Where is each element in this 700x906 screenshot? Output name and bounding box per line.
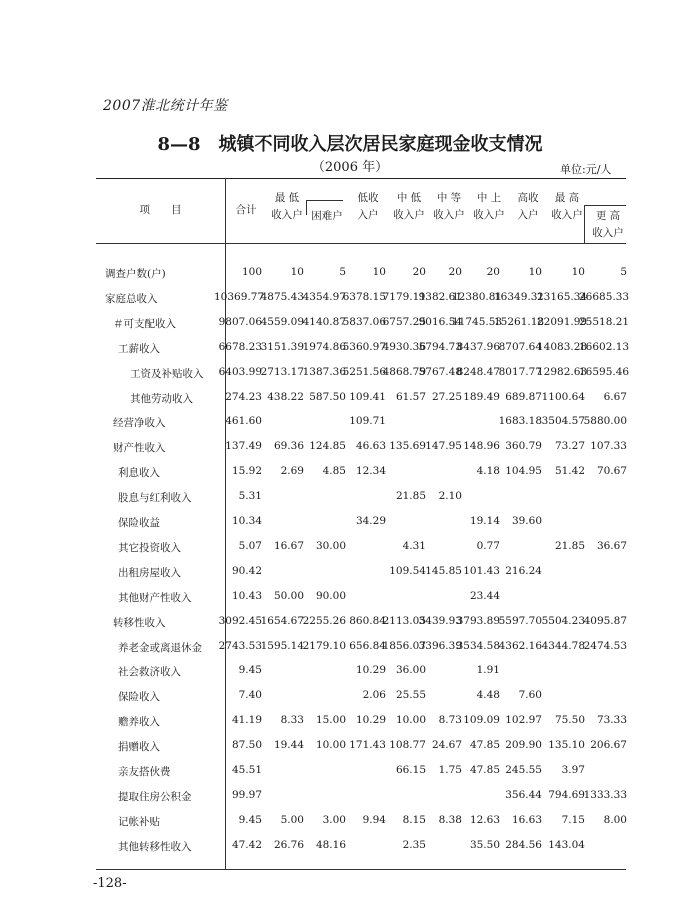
header-lower-middle: 中 低 收入户 (393, 192, 425, 221)
row-label: 股息与红利收入 (118, 492, 192, 505)
table-cell: 5880.00 (583, 415, 627, 428)
header-low: 低收 入户 (357, 192, 379, 221)
table-cell: 109.54 (389, 564, 426, 577)
row-label: 利息收入 (118, 467, 160, 480)
table-cell: 5504.23 (541, 614, 585, 627)
row-label: 工资及补贴收入 (130, 367, 204, 380)
table-cell: 1.91 (476, 664, 500, 677)
table-cell: 3092.45 (218, 614, 262, 627)
table-cell: 14083.28 (537, 340, 588, 353)
table-cell: 12982.63 (537, 365, 588, 378)
row-label: 其他财产性收入 (118, 591, 192, 604)
row-label: 记帐补贴 (118, 815, 160, 828)
page-number: -128- (93, 876, 127, 891)
table-cell: 1333.33 (583, 788, 627, 801)
page-bottom-rule (96, 869, 626, 870)
table-cell: 9016.54 (418, 315, 462, 328)
row-label: 亲友搭伙费 (118, 766, 171, 778)
table-cell: 4362.16 (498, 639, 542, 652)
table-cell: 10.00 (395, 714, 426, 727)
table-cell: 10 (372, 266, 386, 278)
table-cell: 8.00 (603, 813, 627, 826)
table-cell: 12.34 (355, 465, 386, 478)
table-cell: 4868.79 (382, 365, 426, 378)
table-cell: 137.49 (225, 440, 262, 453)
table-cell: 108.77 (389, 739, 426, 752)
table-cell: 109.41 (349, 390, 386, 403)
table-cell: 4875.43 (260, 290, 304, 303)
table-cell: 19.14 (469, 515, 500, 527)
table-cell: 4.48 (476, 689, 500, 702)
table-cell: 2.35 (402, 838, 426, 851)
table-cell: 22091.99 (537, 315, 588, 328)
table-cell: 10 (290, 266, 304, 278)
row-label: 转移性收入 (113, 616, 166, 629)
row-label: 其它投资收入 (118, 541, 181, 554)
table-cell: 8248.47 (456, 365, 500, 378)
table-cell: 2.10 (438, 490, 462, 503)
table-title: 城镇不同收入层次居民家庭现金收支情况 (218, 134, 543, 155)
table-cell: 10.34 (231, 515, 262, 527)
table-cell: 104.95 (505, 465, 542, 478)
row-label: 工薪收入 (118, 342, 160, 355)
table-cell: 0.77 (476, 539, 500, 552)
table-cell: 860.84 (349, 614, 386, 627)
table-cell: 5.07 (238, 539, 262, 552)
table-cell: 5597.70 (498, 614, 542, 627)
table-cell: 7.40 (238, 689, 262, 702)
table-cell: 51.42 (554, 465, 585, 478)
table-cell: 102.97 (505, 714, 542, 727)
table-cell: 25518.21 (579, 315, 630, 328)
table-cell: 66.15 (395, 764, 426, 776)
table-cell: 15261.18 (494, 315, 545, 328)
table-cell: 19.44 (273, 739, 304, 752)
table-cell: 656.84 (349, 639, 386, 652)
table-cell: 360.79 (505, 440, 542, 453)
table-cell: 20 (486, 266, 500, 278)
table-cell: 438.22 (267, 390, 304, 403)
table-cell: 245.55 (505, 764, 542, 776)
table-cell: 8707.64 (498, 340, 542, 353)
table-header-rule (96, 243, 626, 244)
table-number: 8—8 (157, 134, 201, 155)
table-cell: 70.67 (596, 465, 627, 478)
table-cell: 4930.36 (382, 340, 426, 353)
table-cell: 5 (620, 266, 627, 278)
table-cell: 2113.05 (382, 614, 426, 627)
table-cell: 21.85 (554, 539, 585, 552)
table-cell: 20 (412, 266, 426, 278)
table-cell: 2474.53 (583, 639, 627, 652)
row-label: 保险收入 (118, 691, 160, 704)
row-label: 财产性收入 (113, 442, 166, 455)
table-cell: 3439.93 (418, 614, 462, 627)
table-cell: 8017.77 (498, 365, 542, 378)
table-cell: 9.45 (238, 813, 262, 826)
row-label: 调查户数(户) (105, 268, 166, 280)
table-cell: 1595.14 (260, 639, 304, 652)
table-cell: 4.18 (476, 465, 500, 478)
table-cell: 4559.09 (260, 315, 304, 328)
table-cell: 209.90 (505, 739, 542, 752)
table-cell: 145.85 (425, 564, 462, 577)
table-cell: 16.67 (273, 539, 304, 552)
table-cell: 171.43 (349, 739, 386, 752)
row-label: 家庭总收入 (105, 292, 158, 305)
table-cell: 45.51 (231, 764, 262, 776)
header-item: 项 目 (139, 204, 182, 216)
table-cell: 35.50 (469, 838, 500, 851)
table-cell: 4354.97 (302, 290, 346, 303)
table-cell: 2179.10 (302, 639, 346, 652)
table-cell: 3151.39 (260, 340, 304, 353)
row-label: 其他转移性收入 (118, 840, 192, 853)
table-cell: 135.69 (389, 440, 426, 453)
table-cell: 10 (528, 266, 542, 278)
table-top-rule (96, 178, 626, 179)
book-header: 2007淮北统计年鉴 (103, 98, 228, 114)
table-cell: 47.85 (469, 764, 500, 776)
table-cell: 9.45 (238, 664, 262, 677)
table-cell: 2713.17 (260, 365, 304, 378)
table-cell: 3504.57 (541, 415, 585, 428)
table-cell: 34.29 (355, 515, 386, 527)
table-cell: 5251.56 (342, 365, 386, 378)
row-label: 保险收益 (118, 517, 160, 529)
table-cell: 16349.31 (494, 290, 545, 303)
table-cell: 3396.39 (418, 639, 462, 652)
table-cell: 10.29 (355, 664, 386, 677)
table-cell: 216.24 (505, 564, 542, 577)
row-label: 经营净收入 (113, 417, 166, 430)
table-cell: 16602.13 (579, 340, 630, 353)
table-cell: 36.67 (596, 539, 627, 552)
table-cell: 87.50 (231, 739, 262, 752)
table-cell: 461.60 (225, 415, 262, 428)
table-cell: 21.85 (395, 490, 426, 503)
table-cell: 50.00 (273, 589, 304, 602)
table-cell: 61.57 (395, 390, 426, 403)
table-cell: 1387.36 (302, 365, 346, 378)
table-cell: 24.67 (431, 739, 462, 752)
header-middle: 中 等 收入户 (433, 192, 465, 221)
row-label: 提取住房公积金 (118, 790, 192, 803)
table-cell: 1974.86 (302, 340, 346, 353)
row-label: 捐赠收入 (118, 741, 160, 754)
table-cell: 587.50 (309, 390, 346, 403)
table-cell: 284.56 (505, 838, 542, 851)
table-cell: 2.69 (280, 465, 304, 478)
table-cell: 1654.67 (260, 614, 304, 627)
table-cell: 10369.77 (214, 290, 265, 303)
table-cell: 15.92 (231, 465, 262, 478)
table-cell: 90.42 (231, 564, 262, 577)
table-cell: 2255.26 (302, 614, 346, 627)
table-cell: 5767.48 (418, 365, 462, 378)
table-cell: 5837.06 (342, 315, 386, 328)
table-cell: 36.00 (395, 664, 426, 677)
table-cell: 23.44 (469, 589, 500, 602)
table-cell: 46.63 (355, 440, 386, 453)
table-cell: 8437.96 (456, 340, 500, 353)
table-cell: 4140.87 (302, 315, 346, 328)
table-cell: 148.96 (463, 440, 500, 453)
table-cell: 26685.33 (579, 290, 630, 303)
table-cell: 12.63 (469, 813, 500, 826)
table-cell: 6.67 (603, 390, 627, 403)
table-cell: 27.25 (431, 390, 462, 403)
table-cell: 274.23 (225, 390, 262, 403)
table-cell: 7179.11 (382, 290, 426, 303)
table-cell: 4.85 (322, 465, 346, 478)
table-cell: 107.33 (590, 440, 627, 453)
table-cell: 4344.78 (541, 639, 585, 652)
table-cell: 3534.58 (456, 639, 500, 652)
table-cell: 12380.81 (452, 290, 503, 303)
table-cell: 75.50 (554, 714, 585, 727)
table-cell: 9382.61 (418, 290, 462, 303)
table-cell: 73.27 (554, 440, 585, 453)
table-cell: 109.71 (349, 415, 386, 428)
table-cell: 90.00 (315, 589, 346, 602)
table-cell: 39.60 (511, 515, 542, 527)
table-subtitle: （2006 年） (311, 160, 389, 175)
table-cell: 6678.23 (218, 340, 262, 353)
table-cell: 2.06 (362, 689, 386, 702)
table-cell: 16595.46 (579, 365, 630, 378)
table-cell: 101.43 (463, 564, 500, 577)
table-cell: 26.76 (273, 838, 304, 851)
header-lowest: 最 低 收入户 (271, 192, 303, 221)
table-cell: 1856.07 (382, 639, 426, 652)
table-cell: 10.00 (315, 739, 346, 752)
table-cell: 7.15 (561, 813, 585, 826)
row-label: 养老金或离退休金 (118, 641, 202, 654)
table-cell: 794.69 (548, 788, 585, 801)
table-cell: 5.00 (280, 813, 304, 826)
table-cell: 5 (339, 266, 346, 278)
table-cell: 47.85 (469, 739, 500, 752)
table-cell: 69.36 (273, 440, 304, 453)
table-cell: 2743.53 (218, 639, 262, 652)
table-cell: 5.31 (238, 490, 262, 503)
table-cell: 189.49 (463, 390, 500, 403)
table-cell: 3.97 (561, 764, 585, 776)
header-total: 合计 (235, 204, 257, 216)
table-cell: 7.60 (518, 689, 542, 702)
table-cell: 689.87 (505, 390, 542, 403)
page-title (0, 130, 700, 156)
header-upper-middle: 中 上 收入户 (473, 192, 505, 221)
table-cell: 10.29 (355, 714, 386, 727)
table-cell: 15.00 (315, 714, 346, 727)
header-poor: 困难户 (311, 210, 343, 222)
table-cell: 147.95 (425, 440, 462, 453)
table-cell: 47.42 (231, 838, 262, 851)
table-cell: 8.15 (402, 813, 426, 826)
header-very-high: 更 高 收入户 (592, 210, 624, 239)
table-cell: 5360.97 (342, 340, 386, 353)
table-cell: 100 (241, 266, 262, 278)
unit-label: 单位:元/人 (560, 163, 612, 176)
table-cell: 20 (448, 266, 462, 278)
table-cell: 1683.18 (498, 415, 542, 428)
table-cell: 11745.53 (452, 315, 503, 328)
table-cell: 1100.64 (541, 390, 585, 403)
table-cell: 30.00 (315, 539, 346, 552)
row-label: 其他劳动收入 (130, 392, 193, 405)
table-cell: 6403.99 (218, 365, 262, 378)
table-cell: 9.94 (362, 813, 386, 826)
table-cell: 99.97 (231, 788, 262, 801)
table-cell: 6378.15 (342, 290, 386, 303)
table-cell: 4.31 (402, 539, 426, 552)
table-cell: 8.38 (438, 813, 462, 826)
row-label: 出租房屋收入 (118, 566, 181, 579)
table-cell: 8.33 (280, 714, 304, 727)
table-cell: 124.85 (309, 440, 346, 453)
header-high: 高收 入户 (517, 192, 539, 221)
table-cell: 10 (571, 266, 585, 278)
row-label: ＃可支配收入 (113, 317, 176, 330)
table-cell: 356.44 (505, 788, 542, 801)
table-cell: 10.43 (231, 589, 262, 602)
table-cell: 1.75 (438, 764, 462, 776)
table-cell: 143.04 (548, 838, 585, 851)
table-cell: 4095.87 (583, 614, 627, 627)
table-cell: 23165.34 (537, 290, 588, 303)
table-cell: 206.67 (590, 739, 627, 752)
row-label: 赡养收入 (118, 716, 160, 729)
table-cell: 5794.73 (418, 340, 462, 353)
table-cell: 109.09 (463, 714, 500, 727)
table-cell: 8.73 (438, 714, 462, 727)
table-cell: 16.63 (511, 813, 542, 826)
table-cell: 3793.89 (456, 614, 500, 627)
table-cell: 3.00 (322, 813, 346, 826)
row-label: 社会救济收入 (118, 666, 181, 679)
table-cell: 25.55 (395, 689, 426, 702)
table-cell: 135.10 (548, 739, 585, 752)
table-cell: 41.19 (231, 714, 262, 727)
table-cell: 73.33 (596, 714, 627, 727)
table-cell: 6757.25 (382, 315, 426, 328)
header-highest: 最 高 收入户 (551, 192, 583, 221)
table-cell: 48.16 (315, 838, 346, 851)
table-cell: 9807.06 (218, 315, 262, 328)
